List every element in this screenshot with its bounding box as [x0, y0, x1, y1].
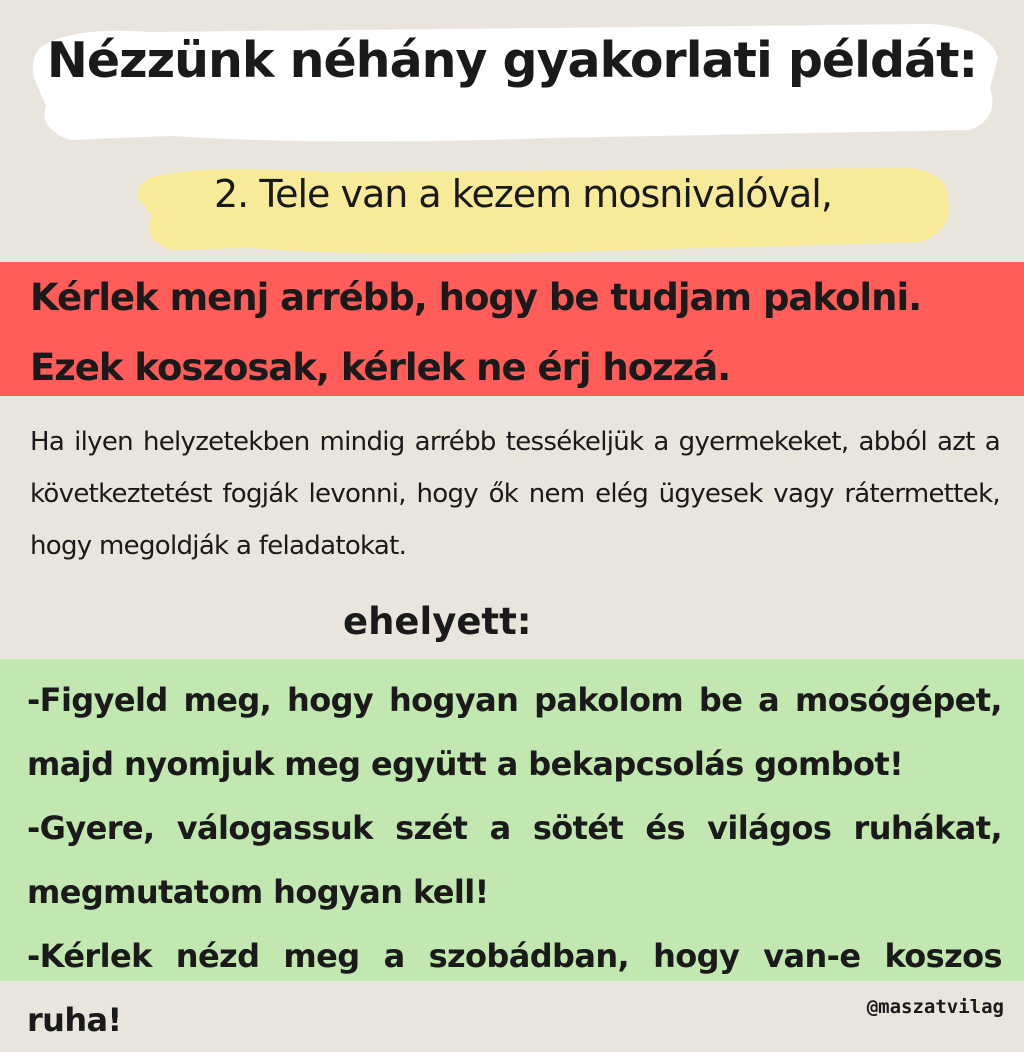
explanation-paragraph: Ha ilyen helyzetekben mindig arrébb tessékeljük a gyermekeket, abból azt a következtetést fogják levonni, hogy ők nem elég ügyesek vagy rátermettek, hogy megoldják a feladatokat.	[30, 427, 1000, 561]
wrong-example-line-2: Ezek koszosak, kérlek ne érj hozzá.	[30, 346, 731, 389]
good-example-1: -Figyeld meg, hogy hogyan pakolom be a mosógépet, majd nyomjuk meg együtt a bekapcsolás gombot!	[27, 681, 1002, 783]
example-subtitle: 2. Tele van a kezem mosnivalóval,	[214, 172, 832, 216]
author-handle: @maszatvilag	[866, 996, 1004, 1018]
instead-label: ehelyett:	[343, 600, 532, 643]
wrong-example-line-1: Kérlek menj arrébb, hogy be tudjam pakolni.	[30, 276, 922, 319]
page-title: Nézzünk néhány gyakorlati példát:	[46, 32, 978, 89]
good-example-3: -Kérlek nézd meg a szobádban, hogy van-e koszos ruha!	[27, 937, 1002, 1039]
good-examples	[27, 668, 1002, 1052]
good-example-2: -Gyere, válogassuk szét a sötét és világos ruhákat, megmutatom hogyan kell!	[27, 809, 1002, 911]
